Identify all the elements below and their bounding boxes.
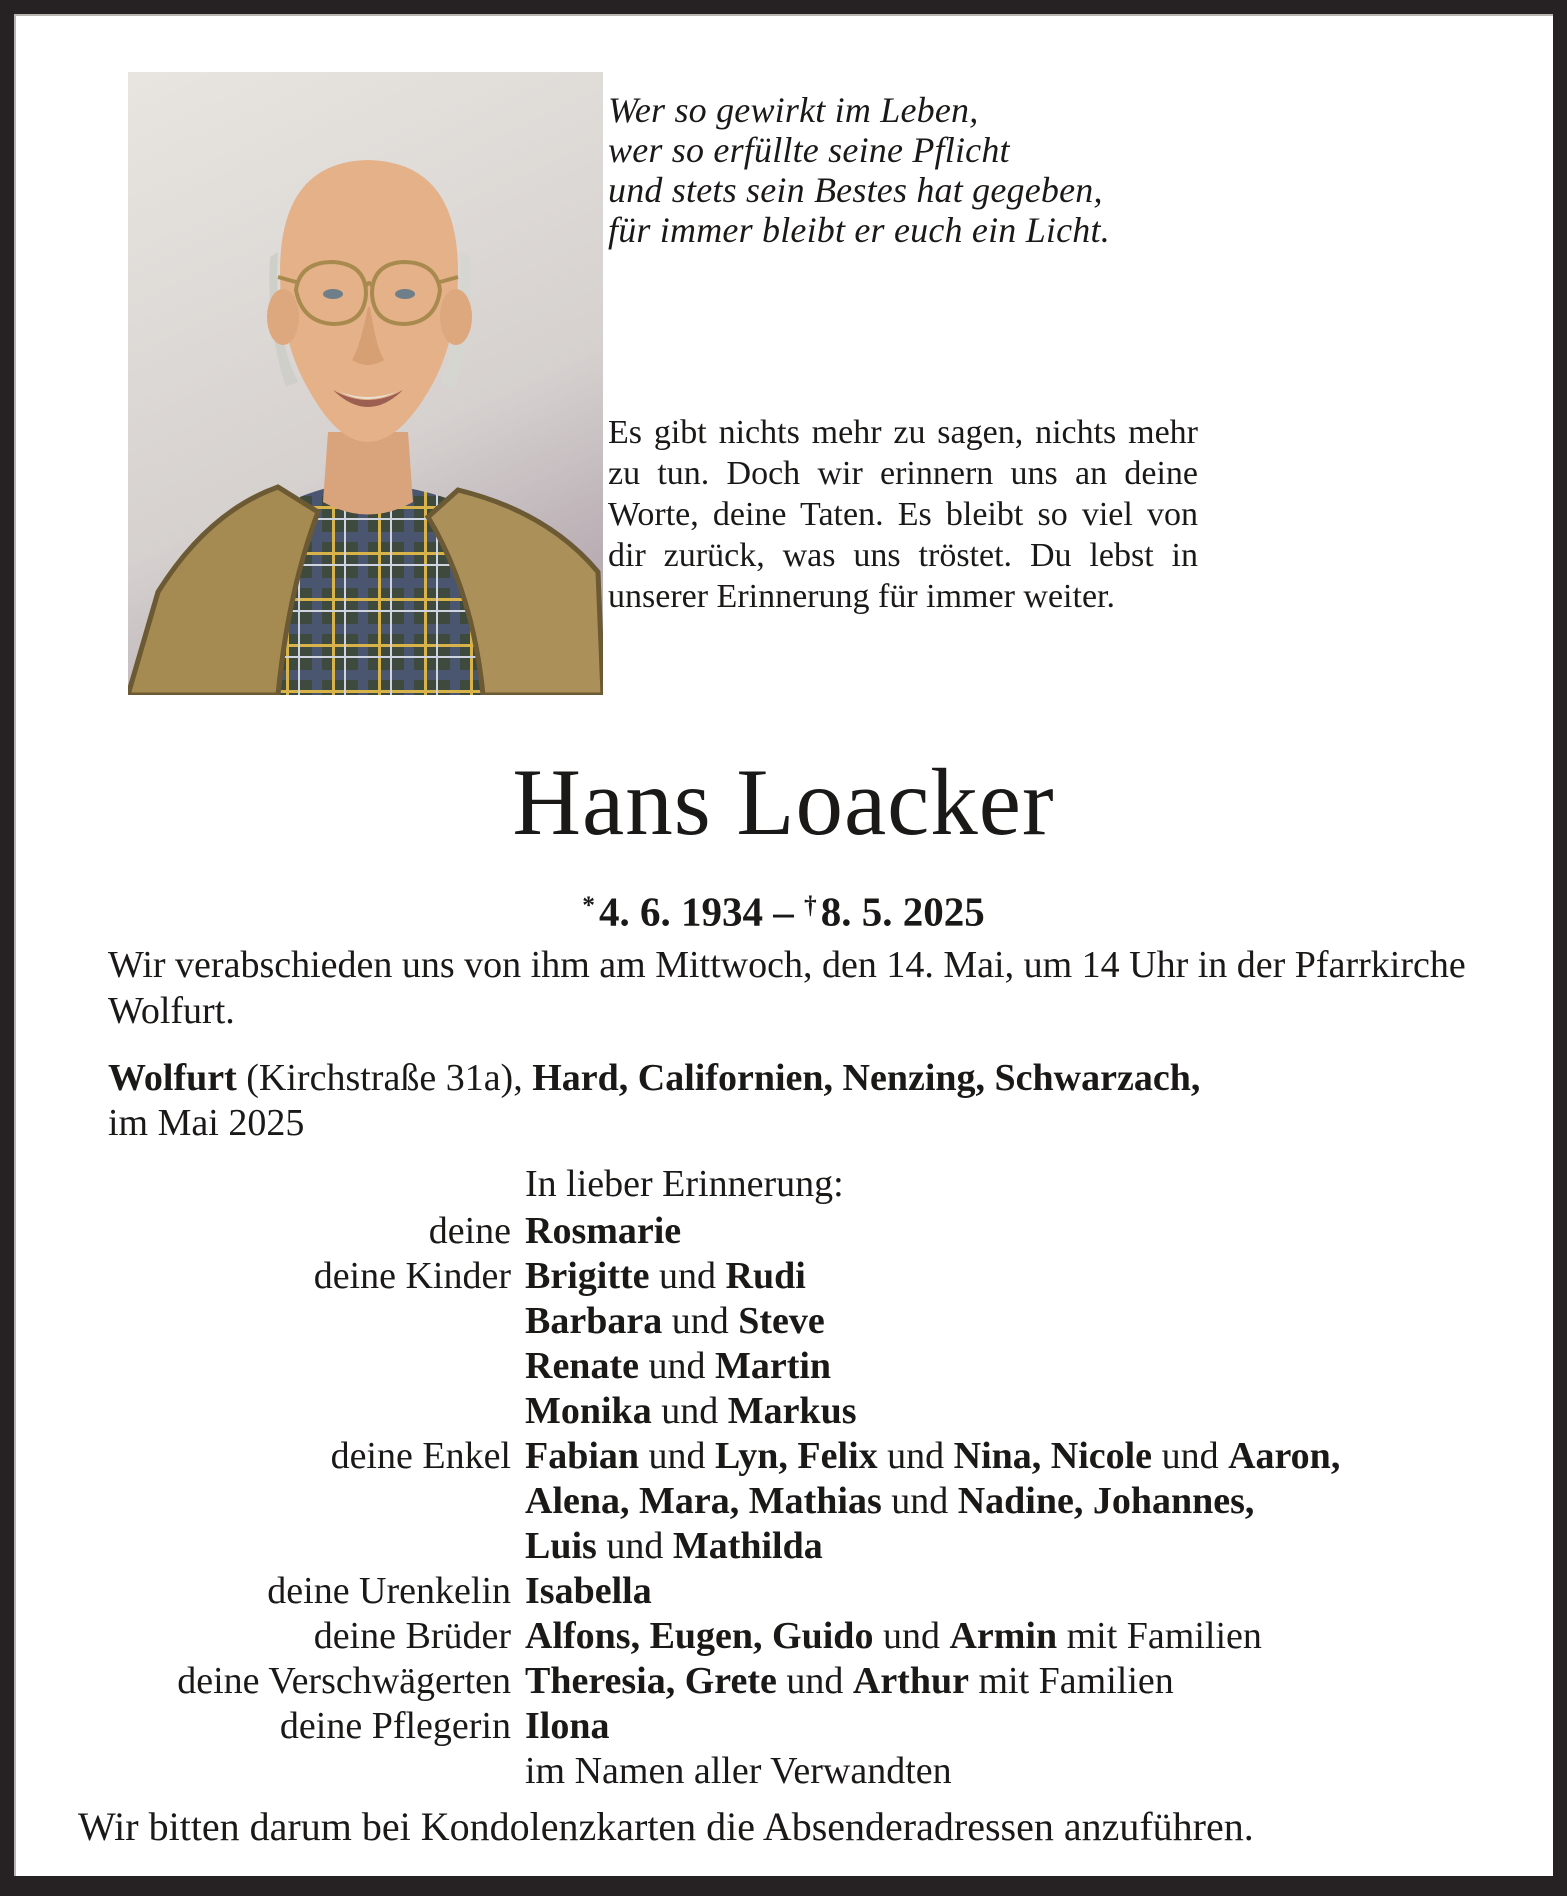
date-separator: –: [763, 888, 804, 935]
eye-left: [323, 289, 343, 299]
name-text: Ilona: [525, 1705, 610, 1747]
name-text: Lyn, Felix: [715, 1435, 878, 1477]
plain-text: mit Familien: [1057, 1615, 1262, 1657]
places-date-line: im Mai 2025: [108, 1102, 305, 1144]
name-text: Alfons, Eugen, Guido: [525, 1615, 874, 1657]
entry-role: [14, 1344, 511, 1389]
ear-right: [440, 289, 472, 345]
plain-text: und: [1152, 1435, 1229, 1477]
birth-date: 4. 6. 1934: [599, 888, 763, 935]
name-text: Rosmarie: [525, 1210, 682, 1252]
memorial-entry: [14, 1569, 1553, 1614]
entry-role: deine Pflegerin: [279, 1705, 511, 1747]
entry-role: [14, 1389, 511, 1434]
memorial-entry: [14, 1659, 1553, 1704]
verse-line: und stets sein Bestes hat gegeben,: [608, 170, 1103, 210]
entry-role: deine: [428, 1210, 511, 1252]
funeral-notice: Wir verabschieden uns von ihm am Mittwoch, den 14. Mai, um 14 Uhr in der Pfarrkirche Wolfurt.: [108, 944, 1466, 1032]
entry-names: [525, 1254, 1553, 1299]
plain-text: und: [776, 1660, 853, 1702]
neck: [323, 432, 413, 515]
name-text: Nadine, Johannes,: [957, 1480, 1255, 1522]
memorial-list: [14, 1162, 1553, 1794]
entry-names: [525, 1749, 1553, 1794]
name-text: Luis: [525, 1525, 597, 1567]
entry-names: [525, 1299, 1553, 1344]
plain-text: und: [638, 1345, 715, 1387]
entry-names: [525, 1704, 1553, 1749]
entry-role: [14, 1479, 511, 1524]
name-text: Theresia, Grete: [525, 1660, 777, 1702]
name-text: Mathilda: [672, 1525, 823, 1567]
entry-role: [14, 1749, 511, 1794]
plain-text: (Kirchstraße 31a),: [236, 1057, 533, 1099]
entry-names: [525, 1659, 1553, 1704]
name-text: Barbara: [525, 1300, 663, 1342]
memorial-entry: [14, 1434, 1553, 1479]
name-text: Nina, Nicole: [953, 1435, 1153, 1477]
plain-text: mit Familien: [968, 1660, 1174, 1702]
memorial-entry: [14, 1704, 1553, 1749]
life-dates: [14, 882, 1553, 935]
entry-role: deine Verschwägerten: [177, 1660, 511, 1702]
death-symbol: †: [804, 891, 817, 919]
birth-symbol: *: [582, 891, 595, 919]
entry-role: [14, 1524, 511, 1569]
verse-line: für immer bleibt er euch ein Licht.: [608, 210, 1110, 250]
entry-names: [525, 1209, 1553, 1254]
verse-line: Wer so gewirkt im Leben,: [608, 90, 979, 130]
entry-names: [525, 1479, 1553, 1524]
memorial-verse: [608, 90, 1110, 250]
name-text: Armin: [949, 1615, 1058, 1657]
name-text: Markus: [727, 1390, 857, 1432]
entry-names: [525, 1569, 1553, 1614]
memorial-entry: [14, 1344, 1553, 1389]
memorial-entry: [14, 1389, 1553, 1434]
plain-text: und: [877, 1435, 954, 1477]
name-text: Fabian: [525, 1435, 640, 1477]
plain-text: und: [873, 1615, 950, 1657]
entry-names: [525, 1434, 1553, 1479]
name-text: Rudi: [725, 1255, 806, 1297]
plain-text: und: [596, 1525, 673, 1567]
name-text: Steve: [738, 1300, 825, 1342]
entry-names: [525, 1614, 1553, 1659]
entry-names: [525, 1389, 1553, 1434]
portrait-illustration: [128, 72, 603, 695]
name-text: Aaron,: [1228, 1435, 1341, 1477]
name-text: Alena, Mara, Mathias: [525, 1480, 882, 1522]
name-text: Arthur: [852, 1660, 969, 1702]
entry-role: deine Urenkelin: [267, 1570, 511, 1612]
name-text: Brigitte: [525, 1255, 650, 1297]
name-text: Isabella: [525, 1570, 652, 1612]
memorial-entry: [14, 1209, 1553, 1254]
entry-names: [525, 1524, 1553, 1569]
name-text: Monika: [525, 1390, 652, 1432]
memorial-heading: In lieber Erinnerung:: [525, 1163, 844, 1205]
name-text: Wolfurt: [108, 1057, 237, 1099]
verse-line: wer so erfüllte seine Pflicht: [608, 130, 1010, 170]
condolence-note: Wir bitten darum bei Kondolenzkarten die Absenderadressen anzuführen.: [78, 1804, 1254, 1849]
memorial-entry: [14, 1524, 1553, 1569]
plain-text: und: [649, 1255, 726, 1297]
deceased-name: Hans Loacker: [512, 749, 1055, 855]
name-text: Renate: [525, 1345, 639, 1387]
plain-text: im Namen aller Verwandten: [525, 1750, 952, 1792]
death-date: 8. 5. 2025: [820, 888, 985, 935]
entry-role: deine Enkel: [330, 1435, 511, 1477]
plain-text: und: [662, 1300, 739, 1342]
name-text: Martin: [714, 1345, 832, 1387]
memorial-entry: [14, 1749, 1553, 1794]
remembrance-paragraph: Es gibt nichts mehr zu sagen, nichts mehr zu tun. Doch wir erinnern uns an deine Worte, deine Taten. Es bleibt so viel von dir zurück, was uns tröstet. Du lebst in unserer Erinnerung für immer weiter.: [608, 414, 1198, 615]
plain-text: und: [881, 1480, 958, 1522]
ear-left: [267, 289, 299, 345]
plain-text: und: [639, 1435, 716, 1477]
card-paper: [14, 14, 1553, 1876]
entry-names: [525, 1344, 1553, 1389]
memorial-entry: [14, 1299, 1553, 1344]
name-text: Hard, Californien, Nenzing, Schwarzach,: [532, 1057, 1201, 1099]
memorial-entry: [14, 1254, 1553, 1299]
memorial-entry: [14, 1479, 1553, 1524]
eye-right: [395, 289, 415, 299]
plain-text: und: [651, 1390, 728, 1432]
places-block: [108, 1056, 1508, 1146]
entry-role: deine Brüder: [313, 1615, 511, 1657]
memorial-entry: [14, 1614, 1553, 1659]
entry-role: [14, 1299, 511, 1344]
places-line: [108, 1056, 1508, 1101]
memorial-entries: [14, 1209, 1553, 1794]
portrait-photo: [128, 72, 603, 695]
entry-role: deine Kinder: [313, 1255, 511, 1297]
